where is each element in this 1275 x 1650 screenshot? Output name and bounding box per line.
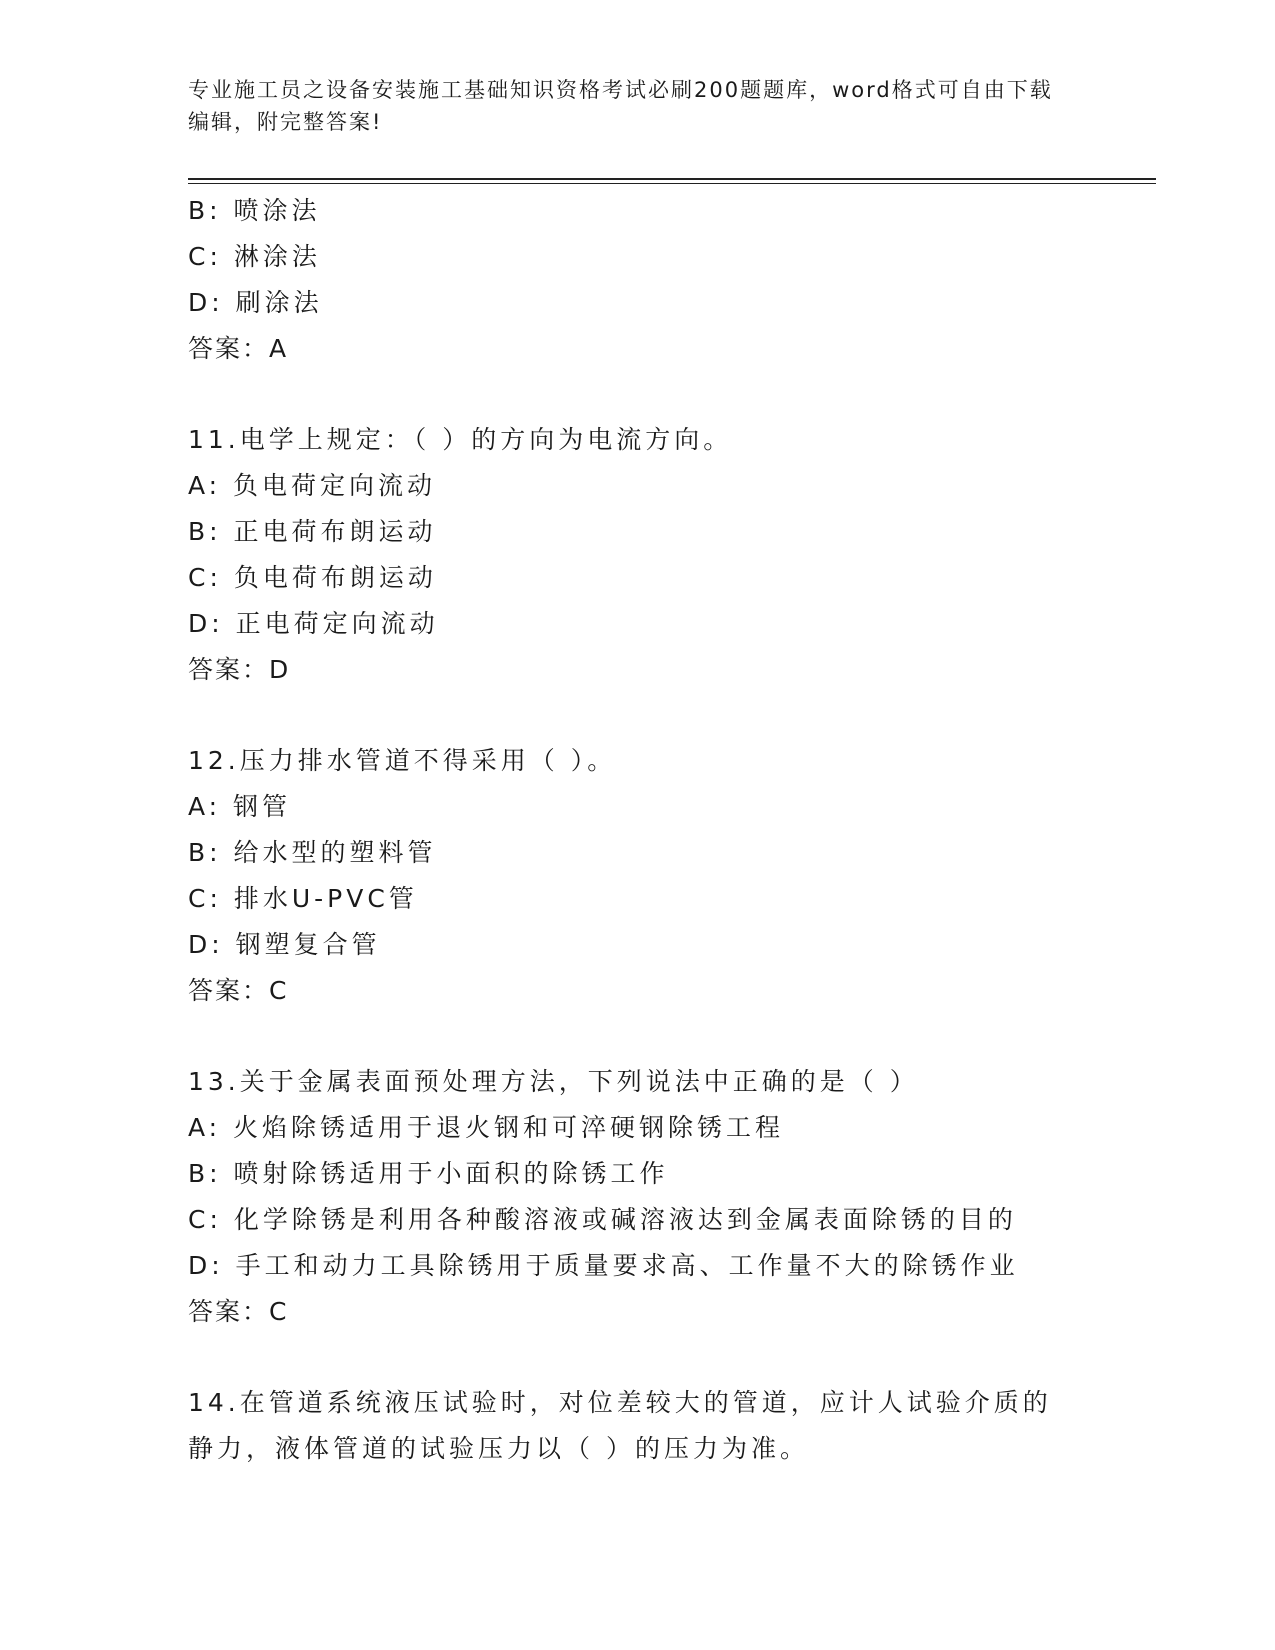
answer-line: 答案：C — [188, 976, 289, 1005]
spacer — [188, 1335, 1088, 1380]
question-list — [188, 188, 1088, 1472]
header-divider-thin — [188, 183, 1156, 184]
spacer — [188, 693, 1088, 738]
header-divider-thick — [188, 178, 1156, 180]
option-d: D: 刷涂法 — [188, 288, 323, 317]
question-stem: 12.压力排水管道不得采用（ ）。 — [188, 746, 617, 775]
question-stem: 13.关于金属表面预处理方法，下列说法中正确的是（ ） — [188, 1067, 919, 1096]
option-b: B: 正电荷布朗运动 — [188, 517, 437, 546]
option-c: C: 排水U-PVC管 — [188, 884, 418, 913]
option-d: D: 手工和动力工具除锈用于质量要求高、工作量不大的除锈作业 — [188, 1251, 1019, 1280]
answer-line: 答案：A — [188, 334, 289, 363]
page-header: 专业施工员之设备安装施工基础知识资格考试必刷200题题库，word格式可自由下载编辑，附完整答案! — [188, 78, 1053, 134]
question-block-14 — [188, 1380, 1088, 1472]
question-block-11 — [188, 417, 1088, 693]
question-block-partial — [188, 188, 1088, 372]
option-b: B: 喷涂法 — [188, 196, 321, 225]
option-a: A: 钢管 — [188, 792, 292, 821]
option-c: C: 化学除锈是利用各种酸溶液或碱溶液达到金属表面除锈的目的 — [188, 1205, 1017, 1234]
option-d: D: 钢塑复合管 — [188, 930, 381, 959]
option-c: C: 负电荷布朗运动 — [188, 563, 437, 592]
answer-line: 答案：D — [188, 655, 291, 684]
option-b: B: 给水型的塑料管 — [188, 838, 437, 867]
option-a: A: 负电荷定向流动 — [188, 471, 437, 500]
answer-line: 答案：C — [188, 1297, 289, 1326]
option-d: D: 正电荷定向流动 — [188, 609, 439, 638]
spacer — [188, 372, 1088, 417]
spacer — [188, 1014, 1088, 1059]
question-block-13 — [188, 1059, 1088, 1335]
option-c: C: 淋涂法 — [188, 242, 321, 271]
question-stem: 11.电学上规定：（ ）的方向为电流方向。 — [188, 425, 733, 454]
option-b: B: 喷射除锈适用于小面积的除锈工作 — [188, 1159, 669, 1188]
option-a: A: 火焰除锈适用于退火钢和可淬硬钢除锈工程 — [188, 1113, 785, 1142]
question-stem: 14.在管道系统液压试验时，对位差较大的管道，应计人试验介质的静力，液体管道的试验压力以（ ）的压力为准。 — [188, 1388, 1052, 1463]
question-block-12 — [188, 738, 1088, 1014]
